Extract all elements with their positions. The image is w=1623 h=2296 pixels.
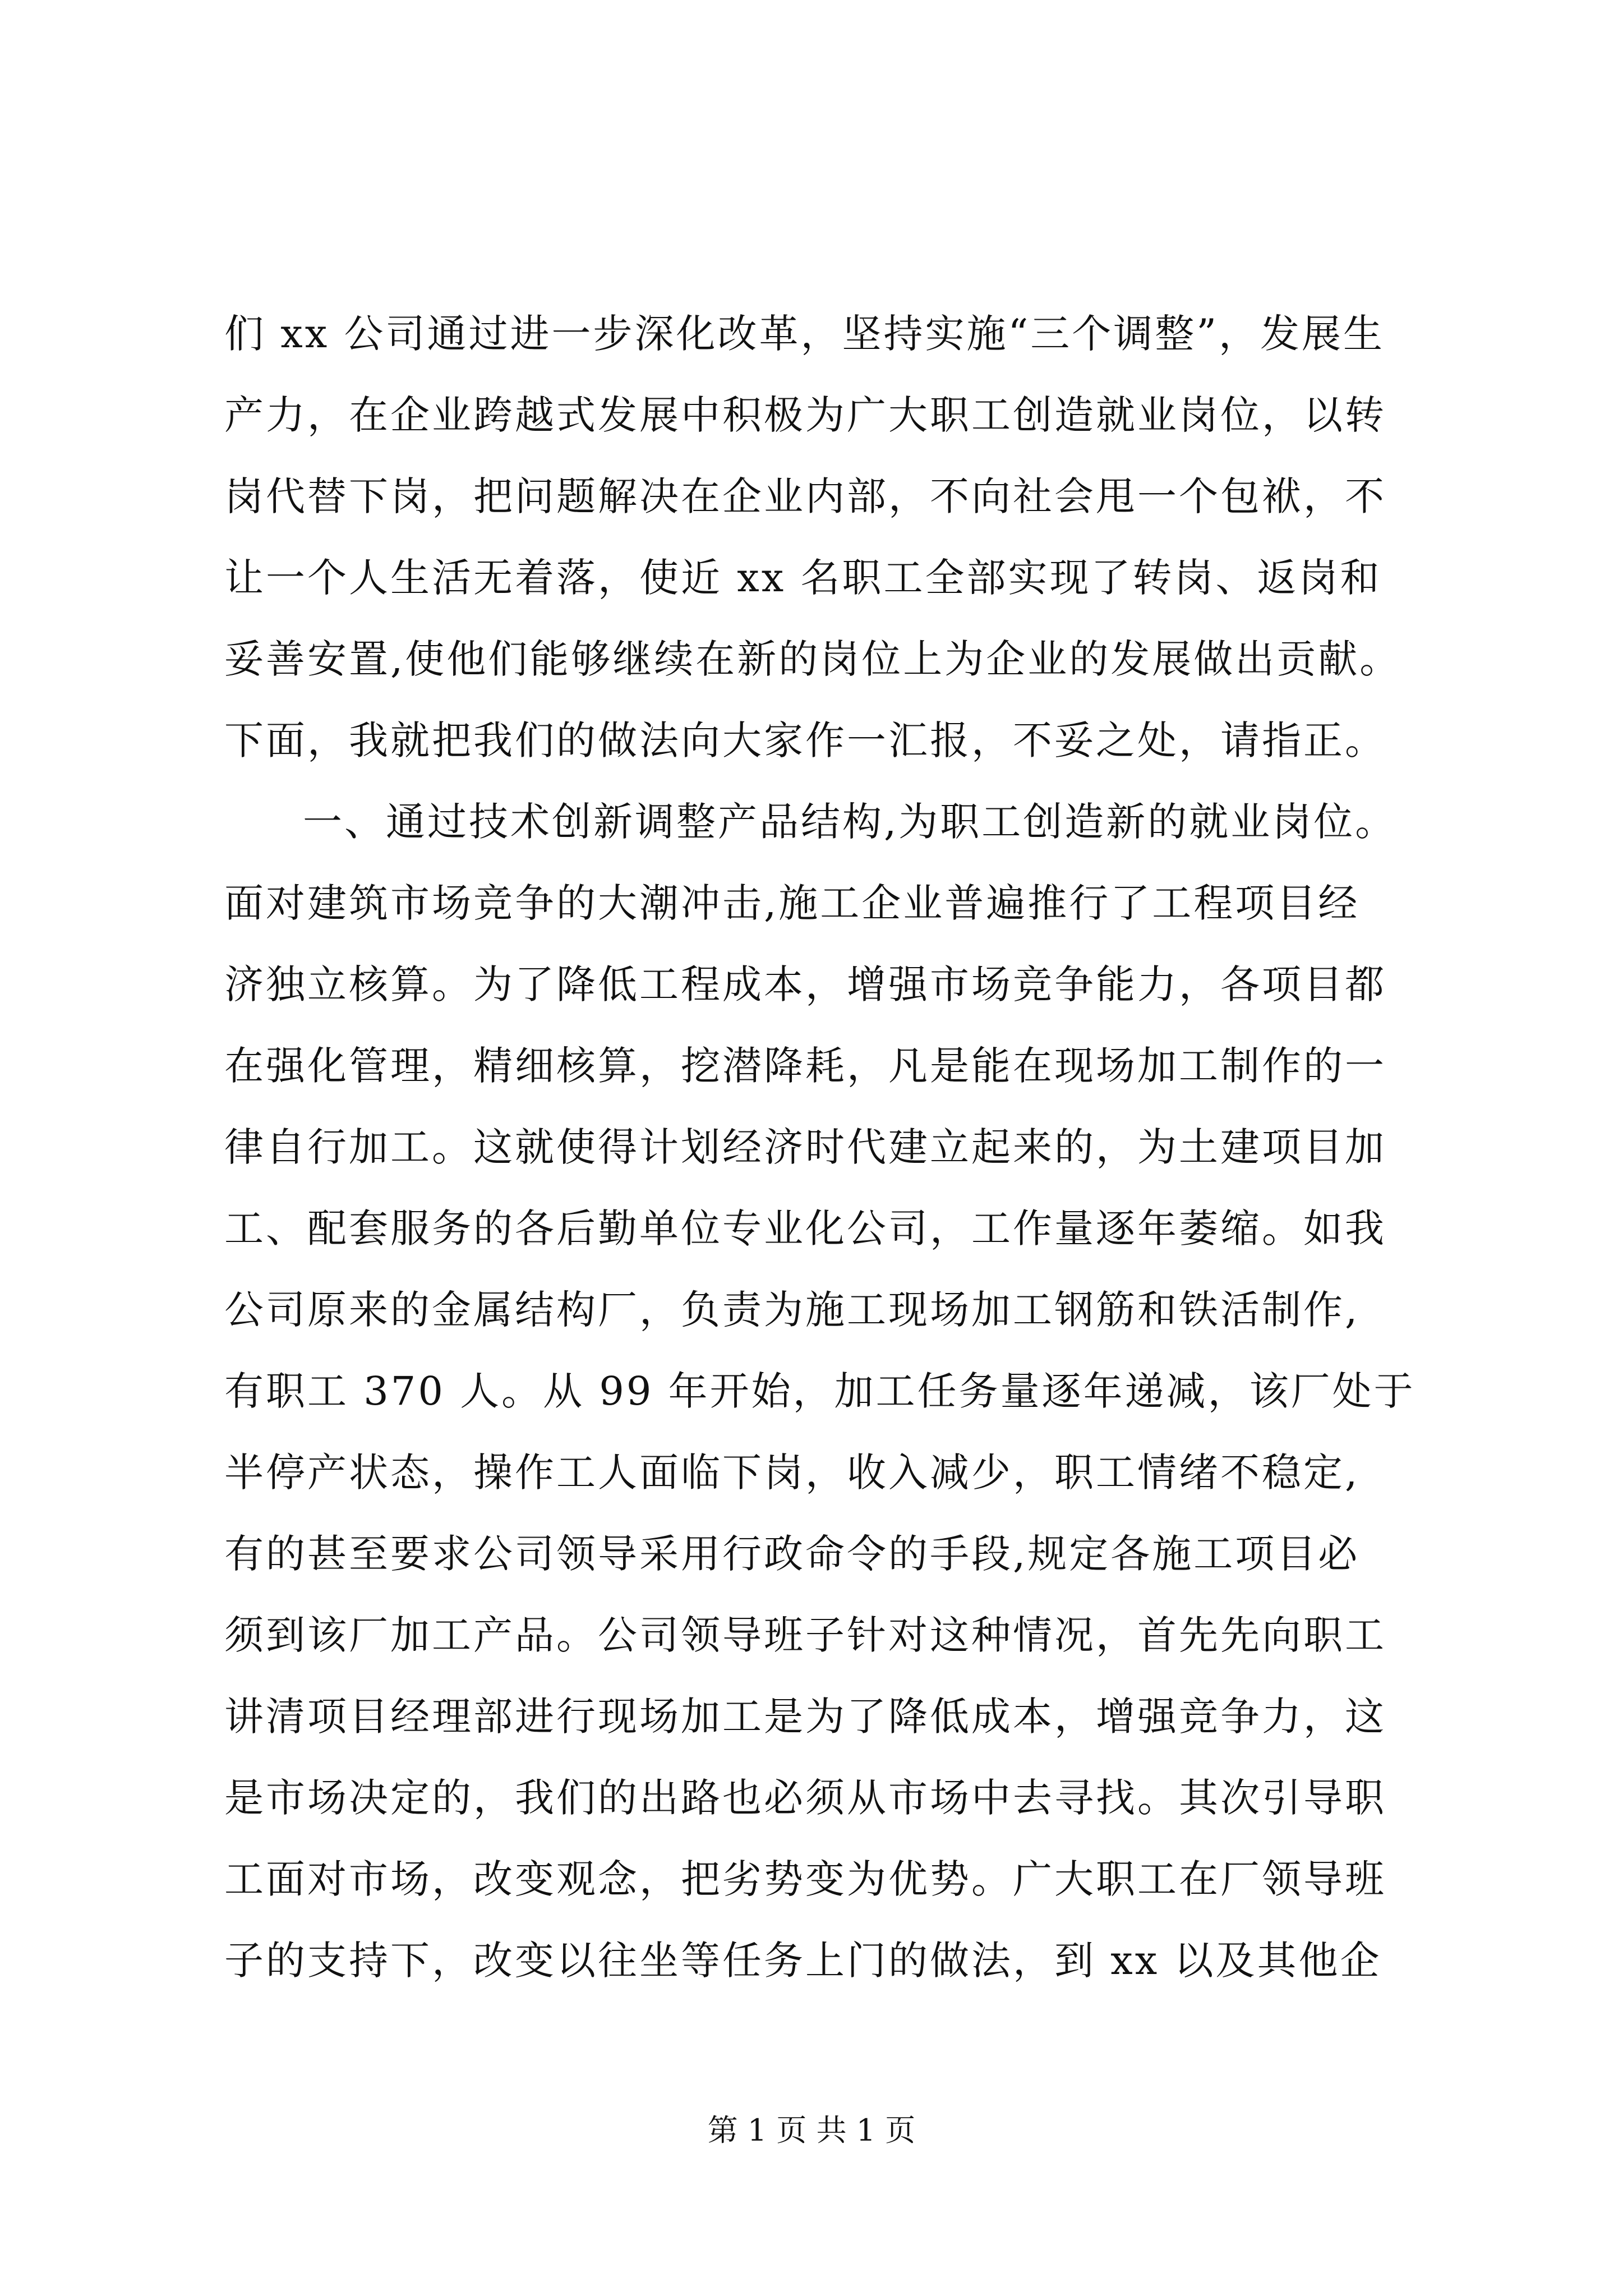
- text-line: 妥善安置,使他们能够继续在新的岗位上为企业的发展做出贡献。: [224, 636, 1401, 682]
- text-line: 产力，在企业跨越式发展中积极为广大职工创造就业岗位，以转: [224, 392, 1386, 438]
- text-line: 们 xx 公司通过进一步深化改革，坚持实施“三个调整”，发展生: [224, 311, 1385, 357]
- text-line: 须到该厂加工产品。公司领导班子针对这种情况，首先先向职工: [224, 1612, 1386, 1658]
- text-line: 律自行加工。这就使得计划经济时代建立起来的，为土建项目加: [224, 1124, 1386, 1170]
- text-line: 岗代替下岗，把问题解决在企业内部，不向社会甩一个包袱，不: [224, 473, 1386, 519]
- document-body: [224, 293, 1430, 2001]
- text-line: 让一个人生活无着落，使近 xx 名职工全部实现了转岗、返岗和: [224, 555, 1382, 601]
- text-line: 济独立核算。为了降低工程成本，增强市场竞争能力，各项目都: [224, 961, 1386, 1007]
- text-line: 公司原来的金属结构厂，负责为施工现场加工钢筋和铁活制作,: [224, 1287, 1360, 1333]
- text-line: 讲清项目经理部进行现场加工是为了降低成本，增强竞争力，这: [224, 1694, 1386, 1740]
- text-line: 子的支持下，改变以往坐等任务上门的做法，到 xx 以及其他企: [224, 1938, 1382, 1984]
- text-line: 是市场决定的，我们的出路也必须从市场中去寻找。其次引导职: [224, 1775, 1386, 1821]
- page-number-label: 第 1 页 共 1 页: [707, 2113, 916, 2148]
- text-line: 有职工 370 人。从 99 年开始，加工任务量逐年递减，该厂处于: [224, 1368, 1415, 1414]
- text-line: 有的甚至要求公司领导采用行政命令的手段,规定各施工项目必: [224, 1531, 1360, 1577]
- text-line: 面对建筑市场竞争的大潮冲击,施工企业普遍推行了工程项目经: [224, 880, 1360, 926]
- section-heading-line: 一、通过技术创新调整产品结构,为职工创造新的就业岗位。: [303, 799, 1397, 845]
- text-line: 下面，我就把我们的做法向大家作一汇报，不妥之处，请指正。: [224, 717, 1386, 763]
- text-line: 工、配套服务的各后勤单位专业化公司，工作量逐年萎缩。如我: [224, 1205, 1386, 1251]
- page-footer: [0, 2111, 1623, 2150]
- text-line: 在强化管理，精细核算，挖潜降耗，凡是能在现场加工制作的一: [224, 1043, 1386, 1089]
- text-line: 工面对市场，改变观念，把劣势变为优势。广大职工在厂领导班: [224, 1856, 1386, 1902]
- text-line: 半停产状态，操作工人面临下岗，收入减少，职工情绪不稳定,: [224, 1450, 1360, 1496]
